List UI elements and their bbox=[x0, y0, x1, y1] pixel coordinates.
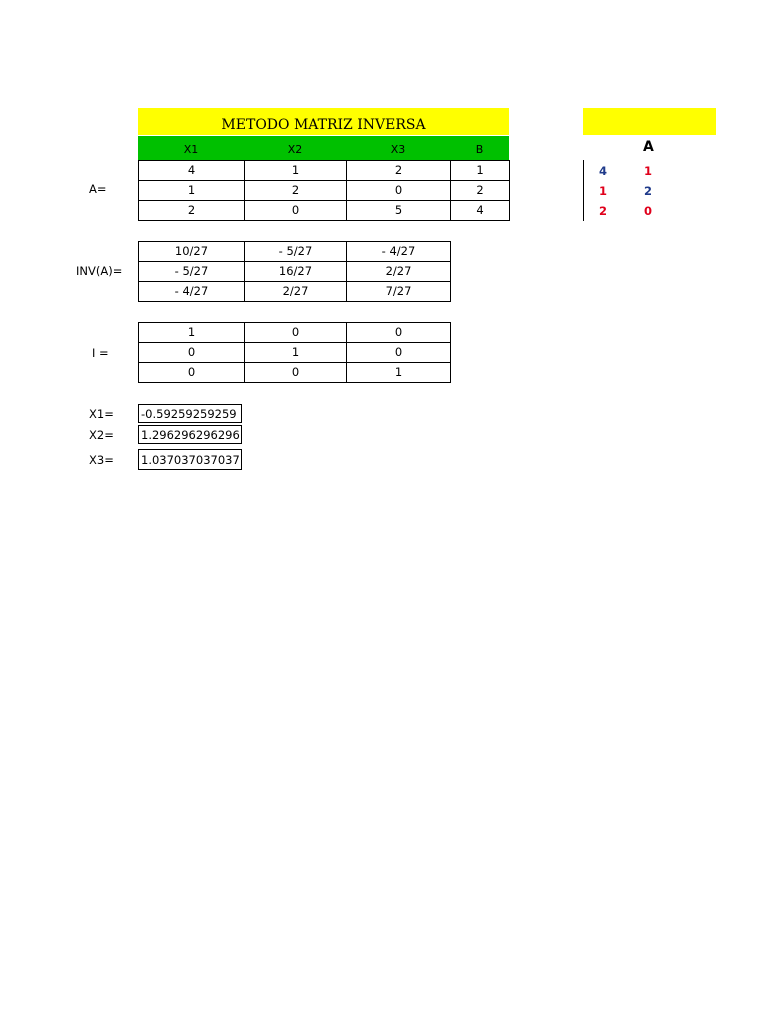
table-cell[interactable]: 0 bbox=[347, 181, 451, 201]
table-cell[interactable]: 4 bbox=[139, 161, 245, 181]
table-cell[interactable]: 1 bbox=[139, 181, 245, 201]
table-cell[interactable]: 1 bbox=[347, 363, 451, 383]
table-cell[interactable]: 7/27 bbox=[347, 282, 451, 302]
table-row bbox=[139, 282, 451, 302]
divider-line bbox=[583, 160, 584, 221]
side-value: 4 bbox=[598, 164, 607, 178]
side-value: 0 bbox=[643, 204, 652, 218]
table-cell[interactable]: 0 bbox=[245, 363, 347, 383]
table-cell[interactable]: 0 bbox=[347, 343, 451, 363]
table-cell[interactable]: 1 bbox=[451, 161, 510, 181]
table-cell[interactable]: 10/27 bbox=[139, 242, 245, 262]
table-row bbox=[139, 242, 451, 262]
identity-matrix-table bbox=[138, 322, 451, 383]
table-row bbox=[139, 201, 510, 221]
solution-x3[interactable]: 1.037037037037 bbox=[138, 449, 242, 470]
table-cell[interactable]: 5 bbox=[347, 201, 451, 221]
matrix-a-table bbox=[138, 160, 510, 221]
table-cell[interactable]: 1 bbox=[139, 323, 245, 343]
header-x3: X3 bbox=[390, 143, 406, 156]
side-value: 1 bbox=[598, 184, 607, 198]
table-row bbox=[139, 262, 451, 282]
table-cell[interactable]: 16/27 bbox=[245, 262, 347, 282]
side-value: 1 bbox=[643, 164, 652, 178]
table-cell[interactable]: 0 bbox=[347, 323, 451, 343]
table-cell[interactable]: 0 bbox=[245, 323, 347, 343]
page-title: METODO MATRIZ INVERSA bbox=[138, 108, 509, 135]
table-cell[interactable]: 1 bbox=[245, 161, 347, 181]
header-b: B bbox=[475, 143, 484, 156]
solution-x1[interactable]: -0.59259259259 bbox=[138, 404, 242, 423]
table-cell[interactable]: 4 bbox=[451, 201, 510, 221]
side-value: 2 bbox=[643, 184, 652, 198]
label-identity: I = bbox=[92, 346, 109, 360]
table-cell[interactable]: 2 bbox=[347, 161, 451, 181]
side-panel-title: A bbox=[643, 139, 654, 155]
header-x2: X2 bbox=[287, 143, 303, 156]
table-cell[interactable]: 2 bbox=[245, 181, 347, 201]
table-cell[interactable]: 2 bbox=[139, 201, 245, 221]
table-cell[interactable]: 0 bbox=[139, 363, 245, 383]
table-cell[interactable]: - 5/27 bbox=[245, 242, 347, 262]
table-cell[interactable]: 2/27 bbox=[347, 262, 451, 282]
highlight-cell bbox=[583, 108, 716, 135]
table-cell[interactable]: 1 bbox=[245, 343, 347, 363]
table-row bbox=[139, 343, 451, 363]
table-cell[interactable]: - 4/27 bbox=[347, 242, 451, 262]
table-row bbox=[139, 161, 510, 181]
label-x1: X1= bbox=[89, 407, 114, 421]
table-cell[interactable]: 2/27 bbox=[245, 282, 347, 302]
label-x2: X2= bbox=[89, 428, 114, 442]
table-row bbox=[139, 323, 451, 343]
table-cell[interactable]: 0 bbox=[245, 201, 347, 221]
table-cell[interactable]: 0 bbox=[139, 343, 245, 363]
table-row bbox=[139, 181, 510, 201]
label-inverse: INV(A)= bbox=[76, 264, 123, 278]
table-cell[interactable]: - 5/27 bbox=[139, 262, 245, 282]
header-row bbox=[138, 136, 509, 160]
table-row bbox=[139, 363, 451, 383]
table-cell[interactable]: 2 bbox=[451, 181, 510, 201]
label-x3: X3= bbox=[89, 453, 114, 467]
label-a: A= bbox=[89, 182, 107, 196]
solution-x2[interactable]: 1.296296296296 bbox=[138, 425, 242, 444]
header-x1: X1 bbox=[183, 143, 199, 156]
inverse-matrix-table bbox=[138, 241, 451, 302]
table-cell[interactable]: - 4/27 bbox=[139, 282, 245, 302]
side-value: 2 bbox=[598, 204, 607, 218]
